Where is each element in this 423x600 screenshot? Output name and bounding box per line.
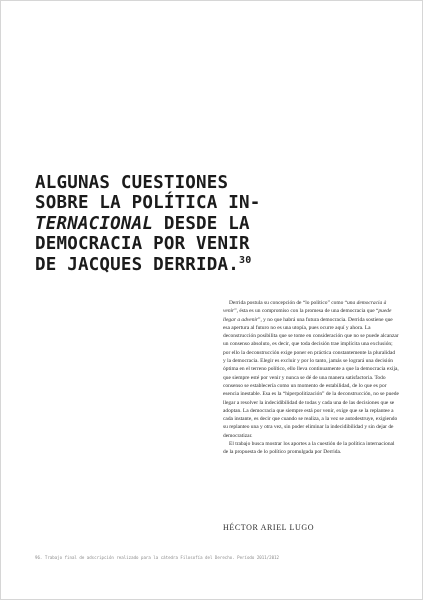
paragraph-1-part-a: Derrida postula su concepción de “lo político” como “ — [229, 300, 348, 306]
abstract-paragraph-1 — [223, 299, 399, 440]
footnote-marker: 30 — [238, 254, 252, 266]
title-line-5-text: DE JACQUES DERRIDA. — [35, 254, 239, 275]
title-line-2: SOBRE LA POLÍTICA IN- — [35, 193, 261, 214]
abstract-text — [223, 299, 399, 457]
title-line-3 — [35, 214, 395, 235]
page-footer: 96. Trabajo final de adscripción realizado para la cátedra Filosofía del Derecho. Período 2011/2012 — [35, 555, 279, 560]
title-italic-word: TERNACIONAL — [35, 213, 154, 234]
title-line-5 — [35, 255, 395, 276]
paragraph-1-part-c: ”, y no que habrá una futura democracia. Derrida sostiene que esa apertura al futuro no es una utopía, pues ocurre aquí y ahora. La deconstrucción posibilita que se tome en consideración que no se puede alcanzar un consenso absoluto, es decir, que toda decisión trae implícita una exclusión; por ello la deconstrucción exige poner en práctica constantemente la pluralidad y la democracia. Elegir es excluir y por lo tanto, jamás se logrará una decisión óptima en el terreno político, ello lleva continuamente a que la democracia exija, que siempre esté por venir y nunca se dé de una manera satisfactoria. Todo consenso se establecería como un momento de estabilidad, de lo que es por esencia inestable. Esa es la “hiperpolitización” de la deconstrucción, no se puede llegar a resolver la indecidibilidad de todas y cada una de las decisiones que se adoptan. La democracia que siempre está por venir, exige que se la replantee a cada instante, es decir que cuando se realiza, a la vez se autodestruye, exigiendo su replanteo una y otra vez, sin poder eliminar la indecidibilidad y sin dejar de democratizar. — [223, 316, 399, 439]
paragraph-1-part-b: ”, ésta es un compromiso con la promesa de una democracia que “ — [234, 308, 379, 315]
paragraph-1-emphasis-1: una democracia à venir — [223, 300, 387, 315]
title-line-3-rest: DESDE LA — [153, 213, 250, 234]
abstract-paragraph-2: El trabajo busca mostrar los aportes a la cuestión de la política internacional de la propuesta de lo político promulgada por Derrida. — [223, 441, 395, 456]
paragraph-1-emphasis-2: puede llegar a advenir — [223, 308, 392, 323]
article-title — [35, 173, 395, 276]
title-line-4: DEMOCRACIA POR VENIR — [35, 234, 250, 255]
title-line-1: ALGUNAS CUESTIONES — [35, 172, 229, 193]
author-name: HÉCTOR ARIEL LUGO — [223, 523, 315, 532]
